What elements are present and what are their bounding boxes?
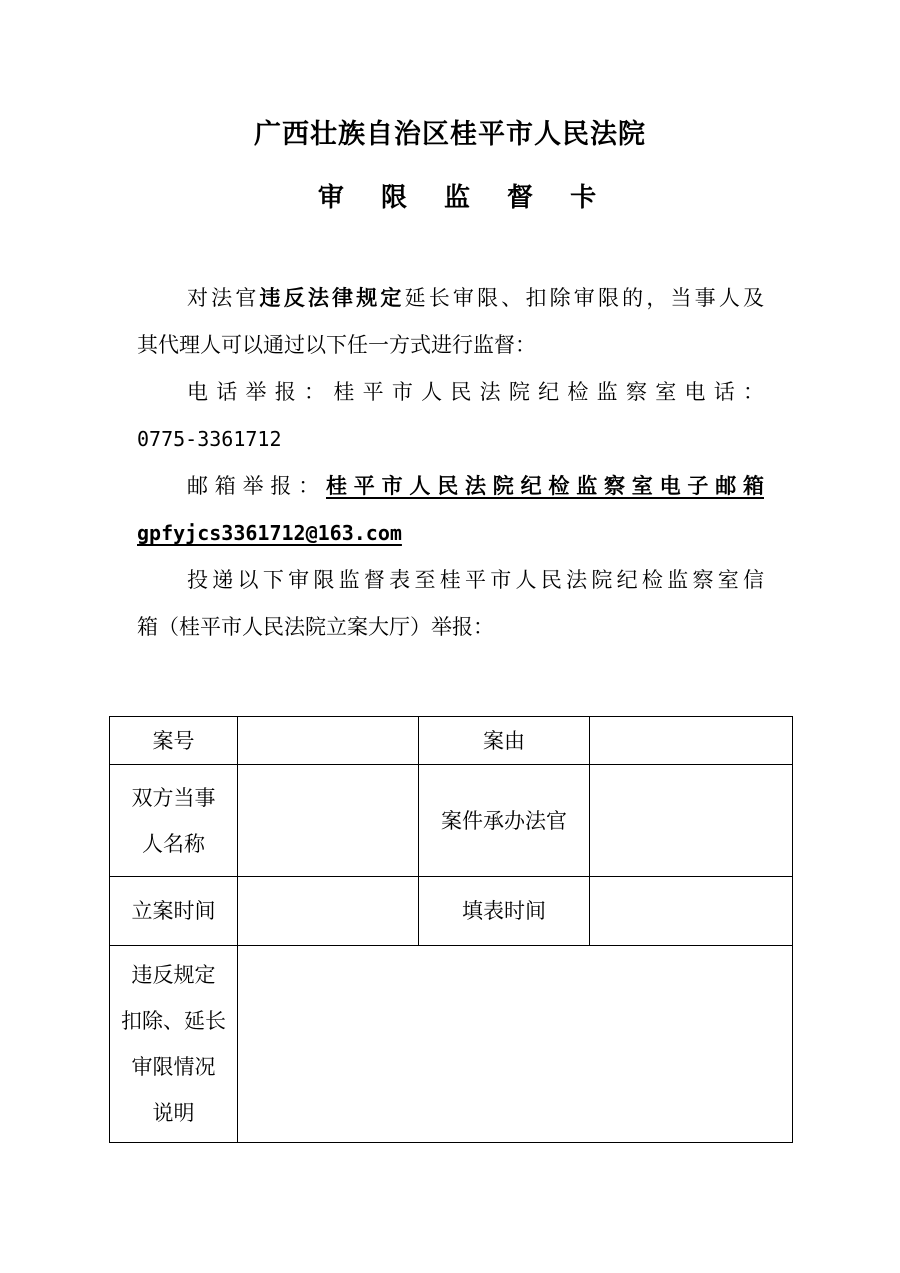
table-row: [110, 877, 793, 946]
intro-prefix: 对法官: [187, 286, 260, 310]
phone-label: 电话举报：桂平市人民法院纪检监察室电话：: [187, 380, 764, 404]
phone-number: 0775-3361712: [137, 427, 282, 451]
email-address[interactable]: gpfyjcs3361712@163.com: [137, 521, 402, 545]
email-label: 邮箱举报：: [187, 474, 326, 498]
filing-time-field[interactable]: [238, 877, 419, 946]
cause-label: 案由: [419, 717, 590, 765]
intro-paragraph: [137, 275, 764, 369]
parties-field[interactable]: [238, 765, 419, 877]
court-name: 广西壮族自治区桂平市人民法院: [254, 119, 646, 150]
mail-line-1: 投递以下审限监督表至桂平市人民法院纪检监察室信: [187, 568, 764, 592]
intro-suffix: 延长审限、扣除审限的，当事人及: [404, 286, 765, 310]
parties-label: 双方当事 人名称: [110, 765, 238, 877]
judge-label: 案件承办法官: [419, 765, 590, 877]
email-paragraph: [137, 463, 764, 557]
case-no-label: 案号: [110, 717, 238, 765]
description-field[interactable]: [238, 946, 793, 1143]
intro-bold: 违反法律规定: [259, 286, 405, 310]
fill-time-field[interactable]: [590, 877, 793, 946]
supervision-form-table: [109, 716, 793, 1143]
phone-paragraph: [137, 369, 764, 463]
case-no-field[interactable]: [238, 717, 419, 765]
filing-time-label: 立案时间: [110, 877, 238, 946]
table-row: [110, 946, 793, 1143]
judge-field[interactable]: [590, 765, 793, 877]
intro-line-2: 其代理人可以通过以下任一方式进行监督：: [137, 333, 536, 357]
email-desc: 桂平市人民法院纪检监察室电子邮箱: [326, 474, 764, 498]
fill-time-label: 填表时间: [419, 877, 590, 946]
table-row: [110, 717, 793, 765]
description-label: 违反规定 扣除、延长 审限情况 说明: [110, 946, 238, 1143]
cause-field[interactable]: [590, 717, 793, 765]
table-row: [110, 765, 793, 877]
email-line-1: [137, 463, 764, 510]
mail-line-2: 箱（桂平市人民法院立案大厅）举报：: [137, 615, 494, 639]
intro-line-1: [137, 275, 764, 322]
card-title: 审 限 监 督 卡: [317, 183, 611, 213]
mail-paragraph: [137, 557, 764, 651]
